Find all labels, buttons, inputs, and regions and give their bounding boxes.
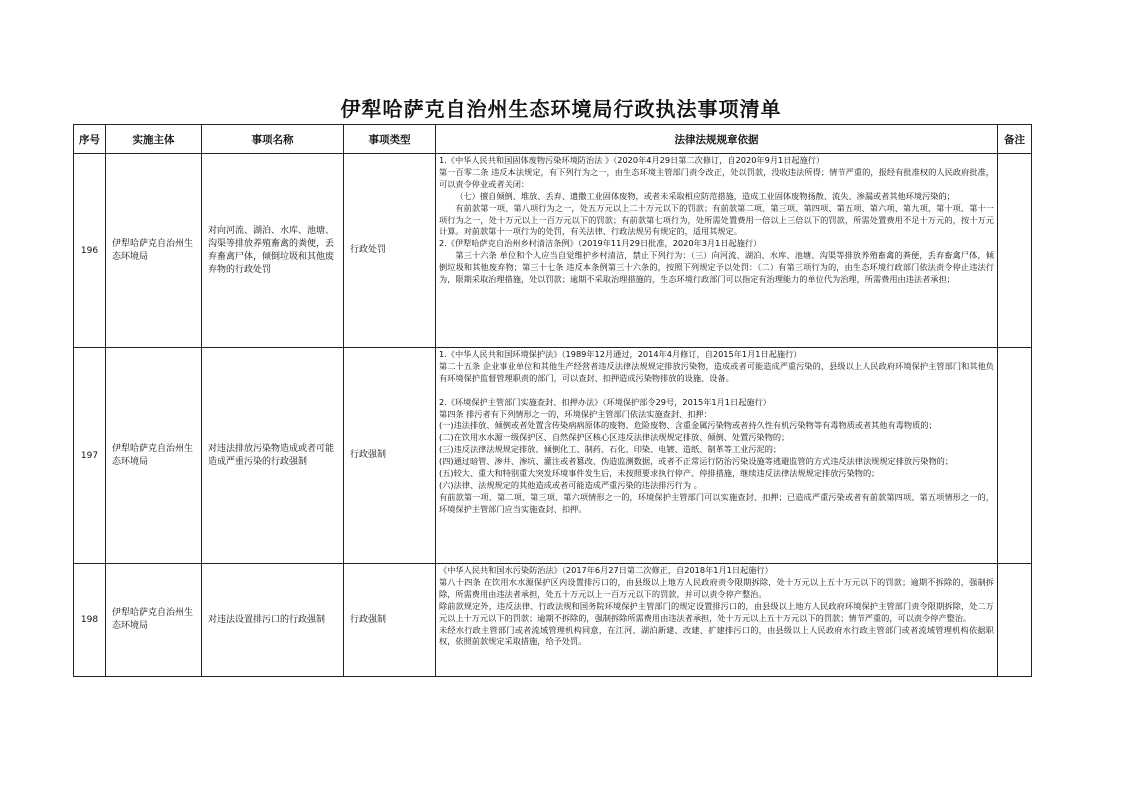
cell-body: 伊犁哈萨克自治州生态环境局 xyxy=(106,348,202,564)
cell-seq: 196 xyxy=(74,154,106,348)
basis-line: 有前款第一项、第八项行为之一，处五万元以上二十万元以下的罚款；有前款第二项、第三项、第四项、第五项、第六项、第九项、第十项、第十一项行为之一，处十万元以上一百万元以下的罚款；有前款第七项行为，处所需处置费用一倍以上三倍以下的罚款，所需处置费用不足十万元的，按十万元计算。对前款第十一项行为的处罚，有关法律、行政法规另有规定的，适用其规定。 xyxy=(439,202,994,237)
table-row xyxy=(74,348,1032,564)
cell-note xyxy=(998,564,1032,677)
cell-item: 对向河流、湖泊、水库、池塘、沟渠等排放养殖畜禽的粪便，丢弃畜禽尸体，倾倒垃圾和其他废弃物的行政处罚 xyxy=(202,154,344,348)
cell-body: 伊犁哈萨克自治州生态环境局 xyxy=(106,564,202,677)
basis-line: 除前款规定外，违反法律、行政法规和国务院环境保护主管部门的规定设置排污口的，由县级以上地方人民政府环境保护主管部门责令限期拆除，处二万元以上十万元以下的罚款；逾期不拆除的，强制拆除所需费用由违法者承担，处十万元以上五十万元以下的罚款；情节严重的，可以责令停产整治。 xyxy=(439,600,994,623)
table-row xyxy=(74,154,1032,348)
basis-line: 第八十四条 在饮用水水源保护区内设置排污口的，由县级以上地方人民政府责令限期拆除，处十万元以上五十万元以下的罚款；逾期不拆除的，强制拆除，所需费用由违法者承担，处五十万元以上一百万元以下的罚款，并可以责令停产整治。 xyxy=(439,576,994,599)
cell-basis xyxy=(436,154,998,348)
basis-line: 2.《伊犁哈萨克自治州乡村清洁条例》（2019年11月29日批准，2020年3月1日起施行） xyxy=(439,238,762,249)
cell-item: 对违法设置排污口的行政强制 xyxy=(202,564,344,677)
header-item: 事项名称 xyxy=(202,125,344,154)
table-row xyxy=(74,564,1032,677)
enforcement-table xyxy=(73,124,1032,677)
basis-line: (一)违法排放、倾倒或者处置含传染病病原体的废物、危险废物、含重金属污染物或者持久性有机污染物等有毒物质或者其他有毒物质的； xyxy=(439,420,937,431)
basis-line: 有前款第一项、第二项、第三项、第六项情形之一的，环境保护主管部门可以实施查封、扣押；已造成严重污染或者有前款第四项、第五项情形之一的，环境保护主管部门应当实施查封、扣押。 xyxy=(439,491,994,514)
header-note: 备注 xyxy=(998,125,1032,154)
cell-body: 伊犁哈萨克自治州生态环境局 xyxy=(106,154,202,348)
basis-line: 未经水行政主管部门或者流域管理机构同意，在江河、湖泊新建、改建、扩建排污口的，由县级以上人民政府水行政主管部门或者流域管理机构依据职权，依照前款规定采取措施，给予处罚。 xyxy=(439,624,994,647)
cell-note xyxy=(998,154,1032,348)
page-title: 伊犁哈萨克自治州生态环境局行政执法事项清单 xyxy=(340,97,782,121)
basis-line: 第二十五条 企业事业单位和其他生产经营者违反法律法规规定排放污染物，造成或者可能造成严重污染的，县级以上人民政府环境保护主管部门和其他负有环境保护监督管理职责的部门，可以查封、扣押造成污染物排放的设施、设备。 xyxy=(439,360,994,383)
basis-line: (五)较大、重大和特别重大突发环境事件发生后，未按照要求执行停产、停排措施，继续违反法律法规规定排放污染物的； xyxy=(439,468,880,479)
cell-seq: 197 xyxy=(74,348,106,564)
header-basis: 法律法规规章依据 xyxy=(436,125,998,154)
cell-basis xyxy=(436,348,998,564)
basis-line: 《中华人民共和国水污染防治法》（2017年6月27日第二次修正，自2018年1月1日起施行） xyxy=(439,565,773,575)
basis-line: 1.《中华人民共和国环境保护法》（1989年12月通过，2014年4月修订，自2015年1月1日起施行） xyxy=(439,349,802,359)
header-type: 事项类型 xyxy=(344,125,436,154)
cell-basis xyxy=(436,564,998,677)
header-body: 实施主体 xyxy=(106,125,202,154)
basis-line: (四)通过暗管、渗井、渗坑、灌注或者篡改、伪造监测数据，或者不正常运行防治污染设施等逃避监管的方式违反法律法规规定排放污染物的； xyxy=(439,456,954,467)
basis-line: (六)法律、法规规定的其他造成或者可能造成严重污染的违法排污行为 。 xyxy=(439,479,702,490)
cell-type: 行政强制 xyxy=(344,564,436,677)
basis-line: 第三十六条 单位和个人应当自觉维护乡村清洁，禁止下列行为：（三）向河流、湖泊、水库、池塘、沟渠等排放养殖畜禽的粪便，丢弃畜禽尸体，倾倒垃圾和其他废弃物；第三十七条 违反本条例第三十六条的，按照下列规定予以处罚：（二）有第三项行为的，由生态环境行政部门依法责令停止违法行为，限期采取治理措施，处以罚款；逾期不采取治理措施的，生态环境行政部门可以指定有治理能力的单位代为治理，所需费用由违法者承担； xyxy=(439,250,994,285)
cell-note xyxy=(998,348,1032,564)
basis-line: 第一百零二条 违反本法规定，有下列行为之一，由生态环境主管部门责令改正，处以罚款，没收违法所得；情节严重的，报经有批准权的人民政府批准，可以责令停业或者关闭： xyxy=(439,166,994,189)
basis-spacer xyxy=(439,385,994,397)
basis-line: 2.《环境保护主管部门实施查封、扣押办法》（环境保护部令29号，2015年1月1日起施行） xyxy=(439,396,771,407)
cell-type: 行政强制 xyxy=(344,348,436,564)
basis-line: (三)违反法律法规规定排放、倾倒化工、制药、石化、印染、电镀、造纸、制革等工业污泥的； xyxy=(439,444,782,455)
table-header-row xyxy=(74,125,1032,154)
basis-line: 1.《中华人民共和国固体废物污染环境防治法 》（2020年4月29日第二次修订，自2020年9月1日起施行） xyxy=(439,155,825,165)
cell-item: 对违法排放污染物造成或者可能造成严重污染的行政强制 xyxy=(202,348,344,564)
basis-line: 第四条 排污者有下列情形之一的，环境保护主管部门依法实施查封、扣押： xyxy=(439,408,712,419)
cell-seq: 198 xyxy=(74,564,106,677)
basis-line: (二)在饮用水水源一级保护区、自然保护区核心区违反法律法规规定排放、倾倒、处置污染物的； xyxy=(439,432,790,443)
cell-type: 行政处罚 xyxy=(344,154,436,348)
header-seq: 序号 xyxy=(74,125,106,154)
basis-line: （七）擅自倾倒、堆放、丢弃、遗撒工业固体废物，或者未采取相应防范措施，造成工业固体废物扬散、流失、渗漏或者其他环境污染的； xyxy=(455,190,955,201)
